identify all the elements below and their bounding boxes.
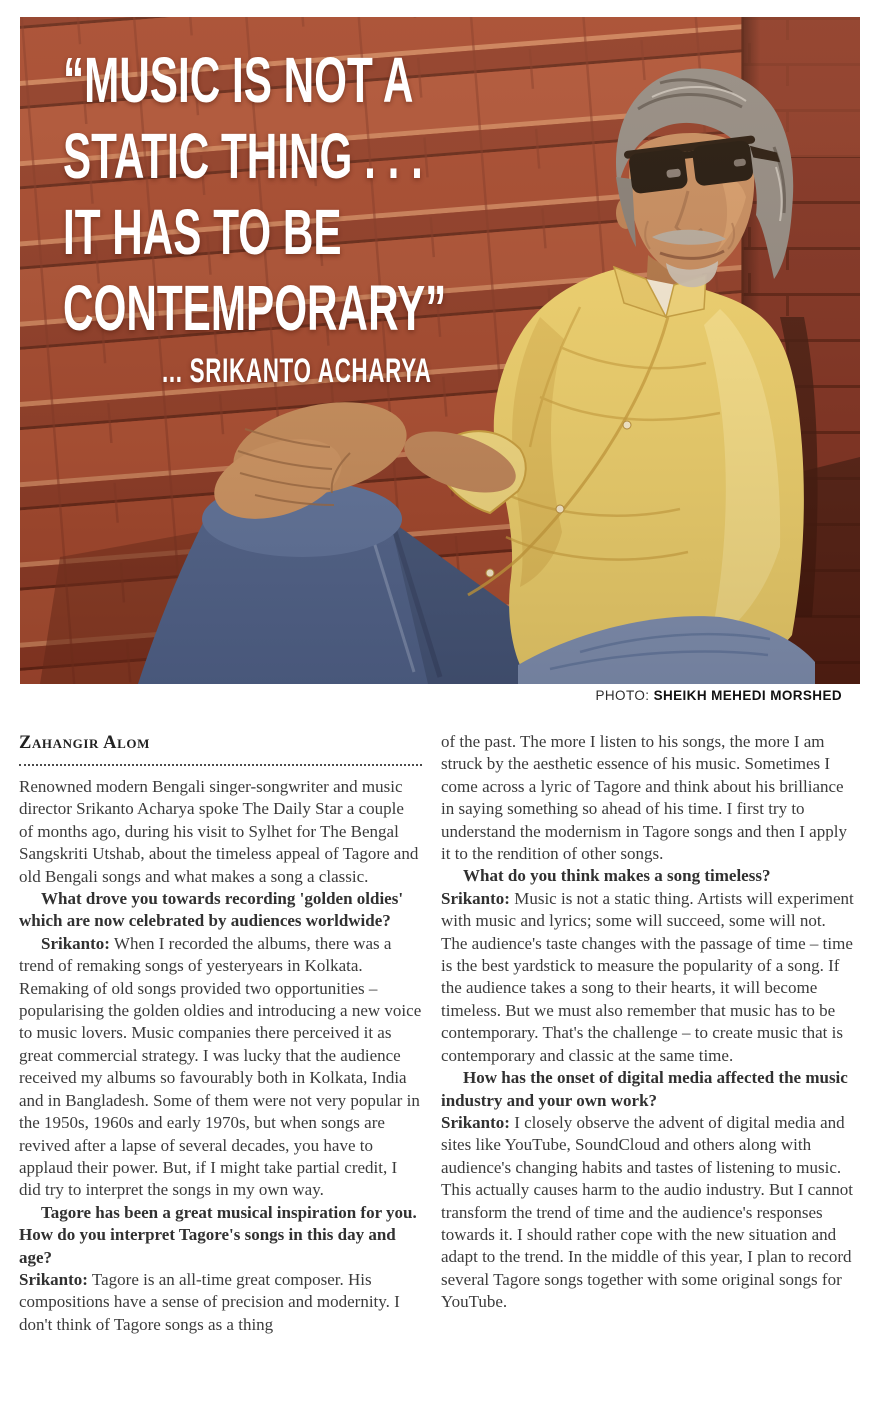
speaker-label: Srikanto: (441, 1112, 510, 1132)
byline-divider (19, 762, 422, 766)
question-paragraph: Tagore has been a great musical inspiration for you. How do you interpret Tagore's songs in this day and age? (19, 1202, 417, 1267)
quote-attribution: ... SRIKANTO ACHARYA (162, 352, 432, 390)
answer-paragraph (19, 933, 422, 1202)
answer-text: When I recorded the albums, there was a trend of remaking songs of yesteryears in Kolkata. Remaking of old songs provided two opportunities – popularising the golden oldies and introducing a new voice to music lovers. Music companies there perceived it as great commercial strategy. I was lucky that the audience received my albums so favourably both in Kolkata, India and in Bangladesh. Some of them were not very popular in the 1950s, 1960s and early 1970s, but when songs are revived after a lapse of several decades, you have to applaud their power. But, if I might take partial credit, I did try to interpret the songs in my own way. (19, 933, 422, 1200)
photo-credit (0, 688, 842, 703)
quote-line: CONTEMPORARY” (63, 272, 447, 344)
feature-photo (20, 17, 860, 684)
speaker-label: Srikanto: (19, 1269, 88, 1289)
continuation-paragraph: of the past. The more I listen to his songs, the more I am struck by the aesthetic essence of his music. Sometimes I come across a lyric of Tagore and think about his brilliance in saying something so ahead of his time. I first try to understand the modernism in Tagore songs and then I apply it to the rendition of other songs. (441, 732, 847, 864)
article-body (19, 731, 855, 1336)
question-paragraph: What drove you towards recording 'golden oldies' which are now celebrated by audiences worldwide? (19, 889, 404, 931)
article-column-left (19, 731, 422, 1336)
article-column-right (441, 731, 855, 1336)
speaker-label: Srikanto: (41, 933, 110, 953)
photo-credit-label: PHOTO: (595, 688, 650, 703)
quote-line: “MUSIC IS NOT A (63, 44, 414, 116)
byline: Zahangir Alom (19, 733, 150, 753)
photographer-name: SHEIKH MEHEDI MORSHED (653, 688, 842, 703)
answer-text: I closely observe the advent of digital media and sites like YouTube, SoundCloud and others along with audience's changing habits and tastes of listening to music. This actually causes harm to the audio industry. But I cannot transform the trend of time and the audience's responses towards it. I should rather cope with the new situation and adapt to the trend. In the middle of this year, I plan to record several Tagore songs together with some original songs for YouTube. (441, 1112, 853, 1312)
answer-paragraph (441, 1112, 855, 1314)
speaker-label: Srikanto: (441, 888, 510, 908)
answer-paragraph (19, 1269, 422, 1336)
quote-line: IT HAS TO BE (63, 196, 342, 268)
answer-paragraph (441, 888, 855, 1067)
question-paragraph: What do you think makes a song timeless? (463, 866, 771, 886)
answer-text: Tagore is an all-time great composer. His compositions have a sense of precision and modernity. I don't think of Tagore songs as a thing (19, 1269, 400, 1334)
question-paragraph: How has the onset of digital media affected the music industry and your own work? (441, 1068, 848, 1110)
quote-line: STATIC THING . . . (63, 120, 423, 192)
intro-paragraph: Renowned modern Bengali singer-songwriter and music director Srikanto Acharya spoke The Daily Star a couple of months ago, during his visit to Sylhet for The Bengal Sangskriti Utshab, about the timeless appeal of Tagore and old Bengali songs and what makes a song a classic. (19, 777, 419, 886)
answer-text: Music is not a static thing. Artists will experiment with music and lyrics; some will succeed, some will not. The audience's taste changes with the passage of time – time is the best yardstick to measure the popularity of a song. If the audience takes a song to their hearts, it will become timeless. But we must also remember that music has to be contemporary. That's the challenge – to create music that is contemporary and classic at the same time. (441, 888, 854, 1065)
pull-quote (63, 42, 446, 394)
